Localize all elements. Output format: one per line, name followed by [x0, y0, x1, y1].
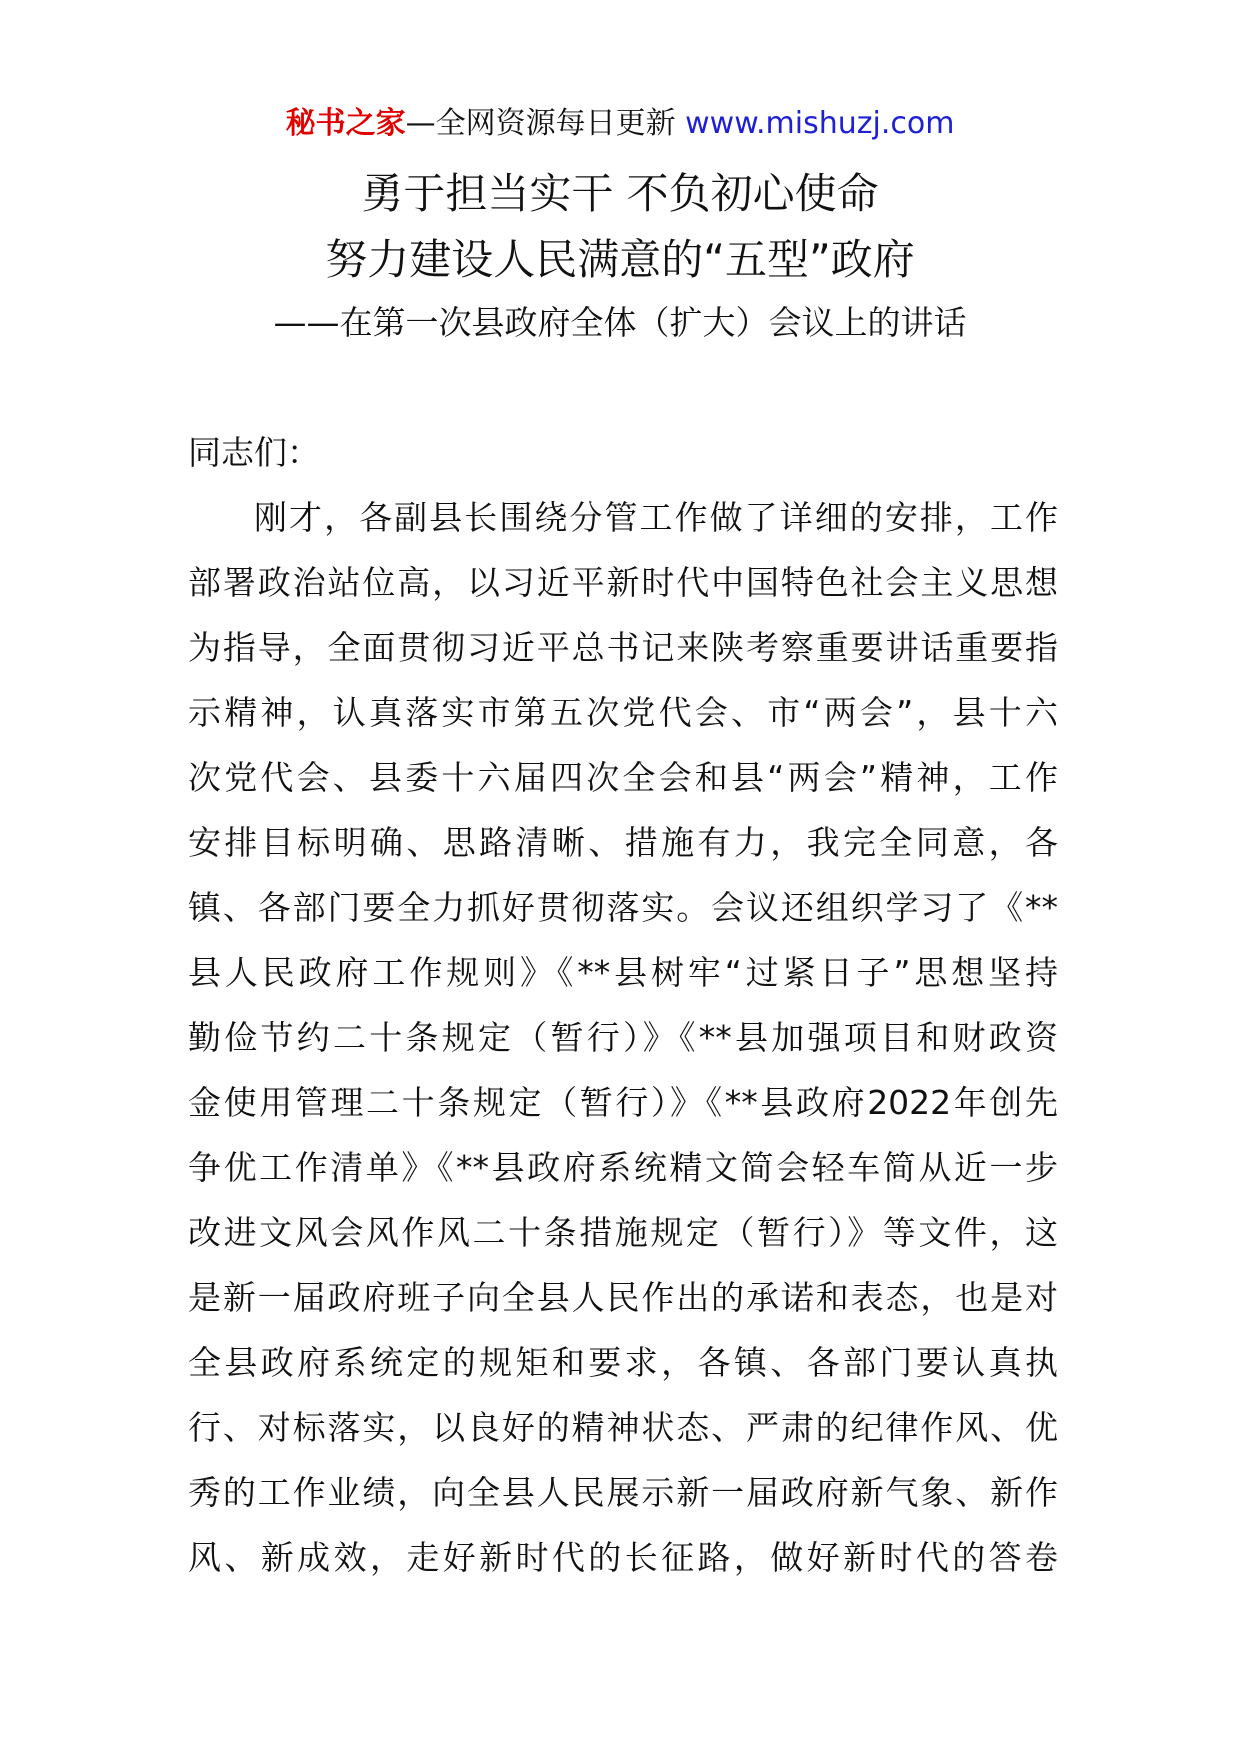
paragraph-line: 安排目标明确、思路清晰、措施有力，我完全同意，各 — [188, 823, 1058, 862]
paragraph-line: 秀的工作业绩，向全县人民展示新一届政府新气象、新作 — [188, 1473, 1058, 1512]
paragraph-line: 次党代会、县委十六届四次全会和县“两会”精神，工作 — [188, 758, 1058, 797]
document-subtitle: ——在第一次县政府全体（扩大）会议上的讲话 — [273, 303, 967, 342]
paragraph-line: 勤俭节约二十条规定（暂行）》《**县加强项目和财政资 — [188, 1018, 1058, 1057]
site-header — [0, 104, 1240, 144]
paragraph-line: 为指导，全面贯彻习近平总书记来陕考察重要讲话重要指 — [188, 628, 1058, 667]
salutation — [188, 420, 1058, 485]
paragraph-line: 示精神，认真落实市第五次党代会、市“两会”，县十六 — [188, 693, 1058, 732]
paragraph-line: 争优工作清单》《**县政府系统精文简会轻车简从近一步 — [188, 1148, 1058, 1187]
site-url-link[interactable]: www.mishuzj.com — [685, 106, 955, 141]
paragraph-line: 全县政府系统定的规矩和要求，各镇、各部门要认真执 — [188, 1343, 1058, 1382]
paragraph-line: 金使用管理二十条规定（暂行）》《**县政府2022年创先 — [188, 1083, 1058, 1122]
paragraph-line: 镇、各部门要全力抓好贯彻落实。会议还组织学习了《** — [188, 888, 1058, 927]
header-slogan: —全网资源每日更新 — [405, 106, 676, 141]
salutation-text: 同志们： — [188, 433, 320, 472]
paragraph-line: 改进文风会风作风二十条措施规定（暂行）》等文件，这 — [188, 1213, 1058, 1252]
body-paragraph — [188, 485, 1058, 1590]
brand-name: 秘书之家 — [285, 106, 406, 141]
document-title-line-1: 勇于担当实干 不负初心使命 — [361, 169, 879, 218]
paragraph-line: 部署政治站位高，以习近平新时代中国特色社会主义思想 — [188, 563, 1058, 602]
paragraph-line: 是新一届政府班子向全县人民作出的承诺和表态，也是对 — [188, 1278, 1058, 1317]
document-title-line-2: 努力建设人民满意的“五型”政府 — [325, 235, 915, 284]
paragraph-line: 县人民政府工作规则》《**县树牢“过紧日子”思想坚持 — [188, 953, 1058, 992]
paragraph-line: 风、新成效，走好新时代的长征路，做好新时代的答卷 — [188, 1538, 1058, 1577]
paragraph-line: 行、对标落实，以良好的精神状态、严肃的纪律作风、优 — [188, 1408, 1058, 1447]
paragraph-line: 刚才，各副县长围绕分管工作做了详细的安排，工作 — [254, 498, 1058, 537]
